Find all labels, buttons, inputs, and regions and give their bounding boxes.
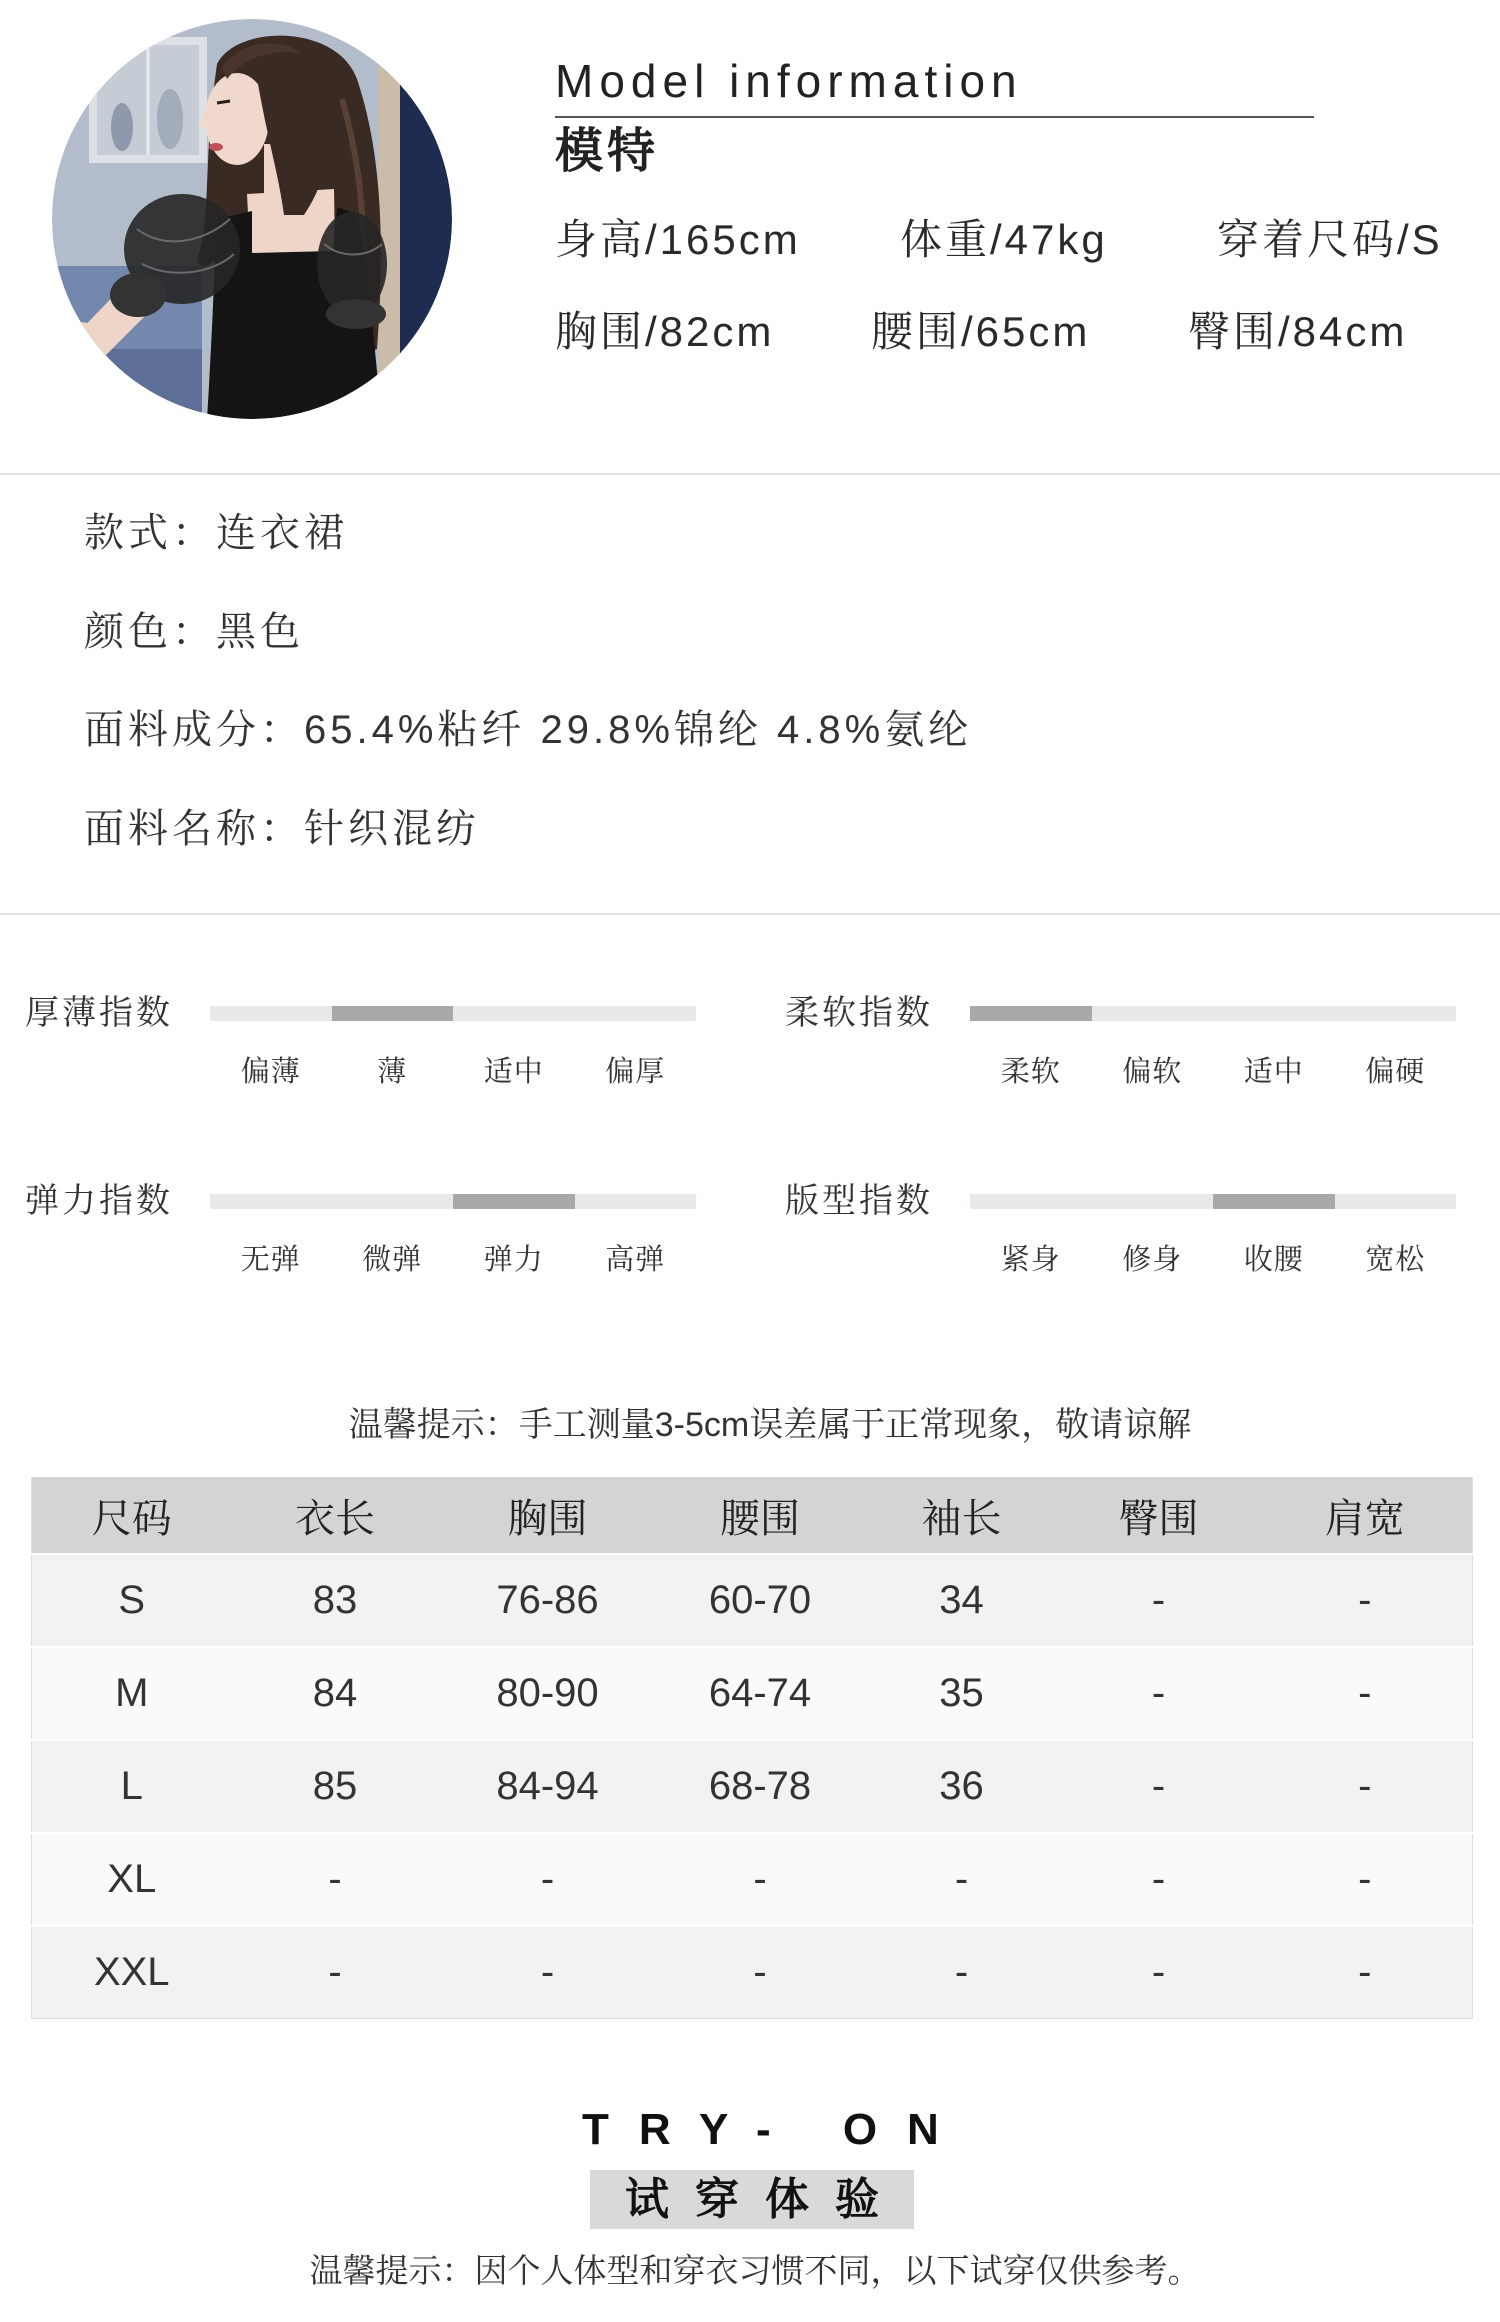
table-cell: XXL (32, 1926, 232, 2019)
index-option: 修身 (1122, 1244, 1183, 1276)
detail-label: 面料成分： (84, 708, 304, 752)
section-divider (0, 473, 1500, 475)
index-option: 无弹 (240, 1244, 301, 1276)
table-row (32, 1833, 1473, 1926)
index-name: 柔软指数 (785, 994, 933, 1032)
try-on-title: TRY- ON (582, 2105, 969, 2154)
index-labels (210, 1052, 696, 1092)
index-option: 柔软 (1000, 1056, 1061, 1088)
index-labels (210, 1240, 696, 1280)
index-level-fill (453, 1194, 575, 1209)
model-weight: 体重/47kg (900, 216, 1108, 263)
index-option: 微弹 (362, 1244, 423, 1276)
header-shoulder: 肩宽 (1258, 1478, 1473, 1555)
table-cell: - (864, 1926, 1060, 2019)
index-name: 厚薄指数 (25, 994, 173, 1032)
detail-color (84, 607, 304, 657)
table-cell: 85 (232, 1740, 439, 1833)
table-cell: 68-78 (657, 1740, 864, 1833)
index-labels (970, 1240, 1456, 1280)
index-bar (210, 1006, 696, 1021)
model-info-title: Model information (555, 55, 1023, 107)
header-hips: 臀围 (1060, 1478, 1258, 1555)
table-cell: - (232, 1833, 439, 1926)
table-cell: 60-70 (657, 1554, 864, 1647)
detail-label: 颜色： (84, 610, 216, 654)
table-cell: - (1258, 1926, 1473, 2019)
table-cell: 36 (864, 1740, 1060, 1833)
size-table (31, 1477, 1473, 2019)
table-cell: 64-74 (657, 1647, 864, 1740)
detail-fabric-name (84, 804, 480, 854)
index-option: 弹力 (483, 1244, 544, 1276)
index-option: 偏薄 (240, 1056, 301, 1088)
table-cell: L (32, 1740, 232, 1833)
model-size: 穿着尺码/S (1217, 216, 1443, 263)
header-size: 尺码 (32, 1478, 232, 1555)
index-level-fill (970, 1006, 1092, 1021)
table-cell: XL (32, 1833, 232, 1926)
index-option: 偏软 (1122, 1056, 1183, 1088)
index-option: 紧身 (1000, 1244, 1061, 1276)
table-cell: - (1060, 1833, 1258, 1926)
header-waist: 腰围 (657, 1478, 864, 1555)
detail-label: 款式： (84, 511, 216, 555)
table-cell: 34 (864, 1554, 1060, 1647)
detail-value: 连衣裙 (216, 511, 348, 555)
table-cell: - (1060, 1554, 1258, 1647)
detail-value: 黑色 (216, 610, 304, 654)
title-underline (555, 116, 1314, 118)
try-on-badge (590, 2170, 914, 2229)
table-cell: - (1258, 1740, 1473, 1833)
index-level-fill (1213, 1194, 1335, 1209)
try-on-note: 温馨提示：因个人体型和穿衣习惯不同，以下试穿仅供参考。 (309, 2252, 1201, 2289)
table-cell: - (1060, 1740, 1258, 1833)
table-cell: - (1258, 1833, 1473, 1926)
index-level-fill (332, 1006, 454, 1021)
table-cell: 80-90 (439, 1647, 657, 1740)
elasticity-index (25, 1181, 725, 1291)
table-cell: - (864, 1833, 1060, 1926)
table-cell: 84 (232, 1647, 439, 1740)
model-hips: 臀围/84cm (1188, 308, 1408, 355)
softness-index (785, 993, 1485, 1103)
detail-style (84, 508, 348, 558)
table-cell: 76-86 (439, 1554, 657, 1647)
table-cell: - (1060, 1926, 1258, 2019)
table-cell: - (232, 1926, 439, 2019)
index-name: 弹力指数 (25, 1182, 173, 1220)
table-cell: 83 (232, 1554, 439, 1647)
table-row (32, 1554, 1473, 1647)
index-option: 偏厚 (605, 1056, 666, 1088)
table-cell: - (439, 1833, 657, 1926)
index-option: 宽松 (1365, 1244, 1426, 1276)
detail-composition (84, 705, 972, 755)
index-option: 高弹 (605, 1244, 666, 1276)
header-bust: 胸围 (439, 1478, 657, 1555)
detail-value: 针织混纺 (304, 807, 480, 851)
header-sleeve: 袖长 (864, 1478, 1060, 1555)
index-name: 版型指数 (785, 1182, 933, 1220)
model-height: 身高/165cm (555, 216, 801, 263)
index-bar (210, 1194, 696, 1209)
table-cell: - (657, 1926, 864, 2019)
table-cell: 35 (864, 1647, 1060, 1740)
thickness-index (25, 993, 725, 1103)
index-labels (970, 1052, 1456, 1092)
index-option: 适中 (1243, 1056, 1304, 1088)
index-bar (970, 1006, 1456, 1021)
index-option: 薄 (377, 1056, 408, 1088)
table-cell: S (32, 1554, 232, 1647)
detail-value: 65.4%粘纤 29.8%锦纶 4.8%氨纶 (304, 708, 973, 752)
table-cell: - (1258, 1554, 1473, 1647)
model-waist: 腰围/65cm (871, 308, 1091, 355)
table-cell: - (1258, 1647, 1473, 1740)
index-bar (970, 1194, 1456, 1209)
measurement-note: 温馨提示：手工测量3-5cm误差属于正常现象，敬请谅解 (348, 1406, 1192, 1444)
header-length: 衣长 (232, 1478, 439, 1555)
model-bust: 胸围/82cm (555, 308, 775, 355)
table-header-row (32, 1478, 1473, 1555)
table-cell: 84-94 (439, 1740, 657, 1833)
table-cell: - (657, 1833, 864, 1926)
table-cell: M (32, 1647, 232, 1740)
index-option: 适中 (483, 1056, 544, 1088)
table-row (32, 1647, 1473, 1740)
table-cell: - (1060, 1647, 1258, 1740)
try-on-subtitle: 试穿体验 (625, 2175, 905, 2224)
table-row (32, 1926, 1473, 2019)
section-divider (0, 913, 1500, 915)
index-option: 偏硬 (1365, 1056, 1426, 1088)
model-info-subtitle: 模特 (555, 125, 660, 178)
fit-index (785, 1181, 1485, 1291)
detail-label: 面料名称： (84, 807, 304, 851)
index-option: 收腰 (1243, 1244, 1304, 1276)
model-photo (52, 19, 452, 419)
table-cell: - (439, 1926, 657, 2019)
table-row (32, 1740, 1473, 1833)
